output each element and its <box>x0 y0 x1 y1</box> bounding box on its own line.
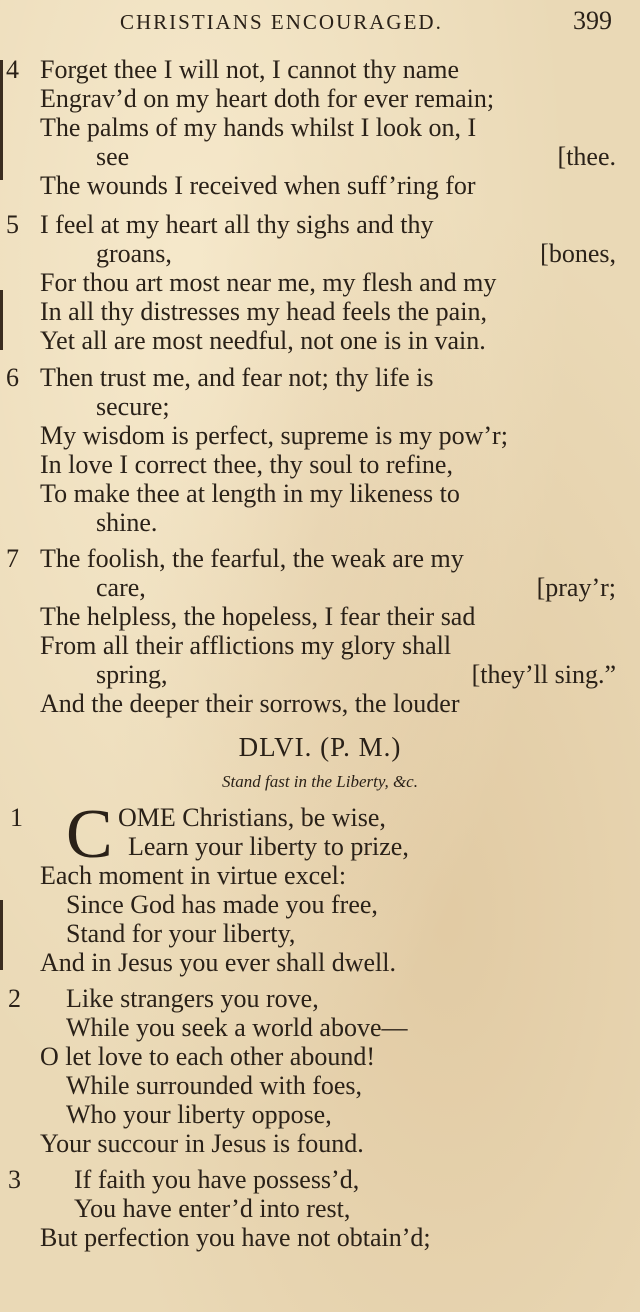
stanza-number: 2 <box>8 984 21 1013</box>
verse-line: spring, <box>96 660 168 689</box>
verse-line: shine. <box>96 508 158 537</box>
verse-line: care, <box>96 573 146 602</box>
stanza-number: 4 <box>6 55 19 84</box>
verse-line-overflow: [thee. <box>557 142 616 171</box>
verse-line: From all their afflictions my glory shall <box>40 631 452 660</box>
verse-line: I feel at my heart all thy sighs and thy <box>40 210 434 239</box>
verse-line: Then trust me, and fear not; thy life is <box>40 363 434 392</box>
verse-line: Your succour in Jesus is found. <box>40 1129 364 1158</box>
running-header <box>0 6 640 42</box>
verse-line: Since God has made you free, <box>66 890 378 919</box>
hymn-subtitle: Stand fast in the Liberty, &c. <box>222 772 418 791</box>
verse-line: While you seek a world above— <box>66 1013 408 1042</box>
verse-line: The wounds I received when suff’ring for <box>40 171 476 200</box>
verse-line: Yet all are most needful, not one is in vain. <box>40 326 486 355</box>
verse-line: My wisdom is perfect, supreme is my pow’r; <box>40 421 508 450</box>
verse-line-overflow: [they’ll sing.” <box>471 660 616 689</box>
verse-line: Each moment in virtue excel: <box>40 861 347 890</box>
verse-line: To make thee at length in my likeness to <box>40 479 460 508</box>
verse-line-overflow: [pray’r; <box>536 573 616 602</box>
verse-line: The helpless, the hopeless, I fear their sad <box>40 602 476 631</box>
page-edge-mark <box>0 290 3 350</box>
verse-line: Forget thee I will not, I cannot thy name <box>40 55 460 84</box>
verse-line: groans, <box>96 239 172 268</box>
verse-line: In all thy distresses my head feels the pain, <box>40 297 487 326</box>
verse-line: Learn your liberty to prize, <box>128 832 409 861</box>
stanza-number: 6 <box>6 363 19 392</box>
verse-line: Like strangers you rove, <box>66 984 319 1013</box>
verse-line: O let love to each other abound! <box>40 1042 375 1071</box>
verse-line: Engrav’d on my heart doth for ever remain; <box>40 84 495 113</box>
stanza-number: 5 <box>6 210 19 239</box>
verse-line: And in Jesus you ever shall dwell. <box>40 948 397 977</box>
verse-line: If faith you have possess’d, <box>74 1165 360 1194</box>
stanza-number: 7 <box>6 544 19 573</box>
stanza-number: 3 <box>8 1165 21 1194</box>
page-edge-mark <box>0 60 3 180</box>
verse-line: see <box>96 142 130 171</box>
page-number: 399 <box>573 6 612 35</box>
drop-cap: C <box>66 796 113 873</box>
verse-line: secure; <box>96 392 170 421</box>
stanza-number: 1 <box>10 803 23 832</box>
verse-line: For thou art most near me, my flesh and my <box>40 268 497 297</box>
verse-line: You have enter’d into rest, <box>74 1194 351 1223</box>
verse-line: In love I correct thee, thy soul to refine, <box>40 450 453 479</box>
verse-line: The palms of my hands whilst I look on, I <box>40 113 477 142</box>
verse-line: And the deeper their sorrows, the louder <box>40 689 460 718</box>
verse-line: OME Christians, be wise, <box>118 803 386 832</box>
verse-line: Stand for your liberty, <box>66 919 296 948</box>
verse-line: While surrounded with foes, <box>66 1071 363 1100</box>
verse-line-overflow: [bones, <box>540 239 616 268</box>
verse-line: Who your liberty oppose, <box>66 1100 332 1129</box>
verse-line: But perfection you have not obtain’d; <box>40 1223 431 1252</box>
hymn-title: DLVI. (P. M.) <box>238 732 402 762</box>
page-edge-mark <box>0 900 3 970</box>
running-title: CHRISTIANS ENCOURAGED. <box>120 10 443 34</box>
verse-line: The foolish, the fearful, the weak are my <box>40 544 464 573</box>
